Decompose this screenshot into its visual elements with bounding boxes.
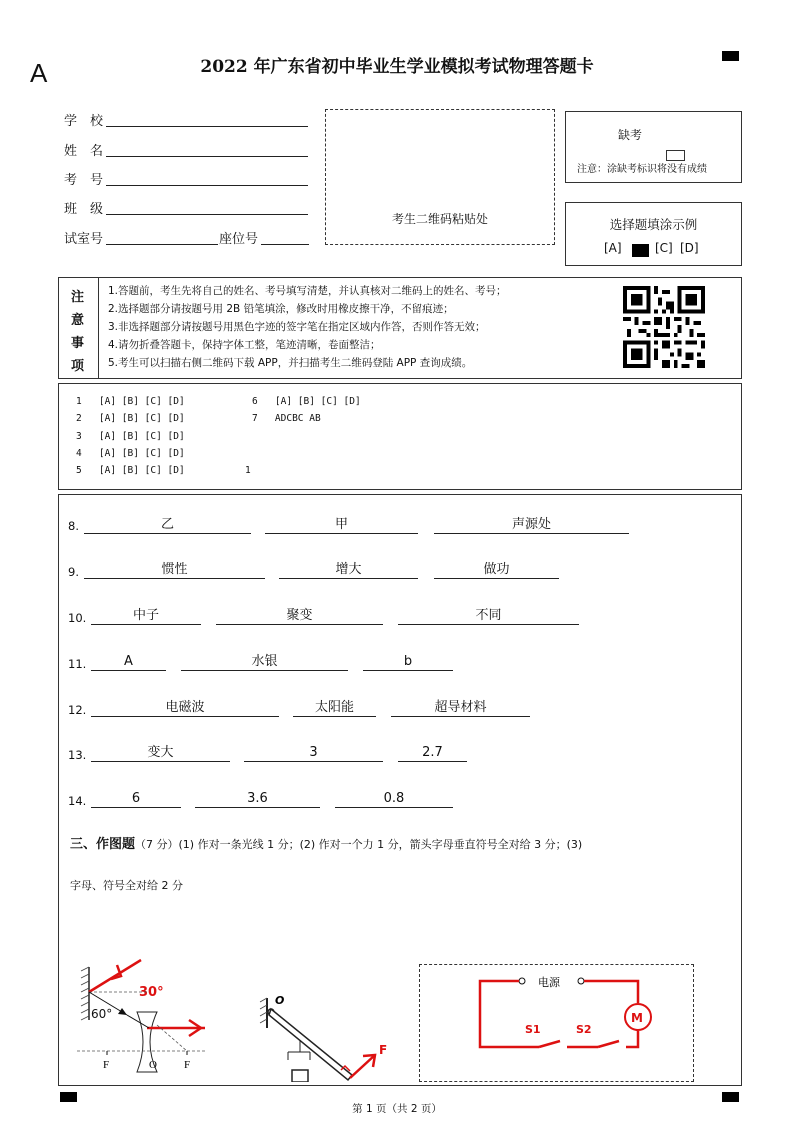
angle-60-label: 60° [91,1007,113,1021]
section3-heading: 三、作图题 [70,837,136,852]
answer-blank[interactable]: 太阳能 [293,700,376,717]
fill-example-title: 选择题填涂示例 [609,217,698,232]
angle-30-label: 30° [139,985,164,1000]
notice-item: 3.非选择题部分请按题号用黑色字迹的签字笔在指定区域内作答，否则作答无效； [108,321,486,333]
school-field[interactable]: 学 校 [64,110,103,129]
lever-diagram[interactable] [255,990,395,1082]
answer-blank[interactable]: 超导材料 [391,700,530,717]
origin-label: O [149,1059,157,1071]
force-label: F [379,1043,388,1057]
answer-blank[interactable]: 聚变 [216,608,383,625]
optics-diagram[interactable] [77,955,237,1080]
answer-blank[interactable]: 6 [91,791,181,808]
exam-number-field[interactable]: 考 号 [64,169,103,188]
switch-s2-label: S2 [576,1023,592,1036]
mc-extra: 1 [245,465,251,476]
circuit-panel[interactable] [419,964,694,1082]
lever-pivot-label: O [275,994,285,1007]
qr-code-icon[interactable] [623,286,705,368]
notice-item: 4.请勿折叠答题卡，保持字体工整，笔迹清晰，卷面整洁； [108,339,381,351]
section3-scoring-cont: 字母、符号全对给 2 分 [70,879,183,892]
answer-blank[interactable]: 惯性 [84,562,265,579]
circuit-diagram [420,965,693,1077]
notice-item: 5.考生可以扫描右侧二维码下载 APP，并扫描考生二维码登陆 APP 查询成绩。 [108,357,473,369]
mc-row[interactable]: 6 [A] [B] [C] [D] [252,396,361,407]
answer-blank[interactable]: 0.8 [335,791,453,808]
notice-list [108,282,628,372]
filled-option-example [632,244,649,257]
answer-blank[interactable]: 不同 [398,608,579,625]
option-a-example: [A] [604,241,622,255]
focus-right-label: F [184,1059,191,1071]
answer-blank[interactable]: 3 [244,745,383,762]
section3-heading-line [70,833,582,852]
option-d-example: [D] [680,241,699,255]
mc-row[interactable]: 5 [A] [B] [C] [D] [76,465,185,476]
switch-s1-label: S1 [525,1023,541,1036]
absent-box [565,111,742,183]
mc-row[interactable]: 1 [A] [B] [C] [D] [76,396,185,407]
power-source-label: 电源 [538,976,560,989]
notice-box [58,277,742,379]
page-title: 2022 年广东省初中毕业生学业模拟考试物理答题卡 [200,57,594,77]
version-letter: A [30,58,48,88]
focus-left-label: F [103,1059,110,1071]
fill-example-box [565,202,742,266]
answer-area: 8. 乙 甲 声源处 9. 惯性 增大 做功 10. 中子 聚变 不同 11. A 水银 b 12. 电磁波 太阳能 超导材料 13. 变大 3 2.7 14. 6 3.6 0.8 三、作图题（7 分）(1) 作对一条光线 1 分；(2) 作对一个力 1 分，箭头字母垂直符号全对给 3 分；(3) 字母、符号全对给 2 分 30° 60° F O F O F 电源 M S1 S2 [58,494,742,1086]
answer-blank[interactable]: 中子 [91,608,201,625]
answer-blank[interactable]: 甲 [265,517,418,534]
mc-row[interactable]: 3 [A] [B] [C] [D] [76,431,185,442]
notice-heading: 注 意 事 项 [59,278,99,378]
class-field[interactable]: 班 级 [64,198,103,217]
answer-blank[interactable]: 水银 [181,654,348,671]
answer-blank[interactable]: 变大 [91,745,230,762]
answer-blank[interactable]: 乙 [84,517,251,534]
answer-blank[interactable]: 做功 [434,562,559,579]
mc-row[interactable]: 2 [A] [B] [C] [D] [76,413,185,424]
answer-blank[interactable]: 声源处 [434,517,629,534]
answer-blank[interactable]: 2.7 [398,745,467,762]
answer-blank[interactable]: 增大 [279,562,418,579]
mc-row[interactable]: 7 ADCBC AB [252,413,321,424]
name-field[interactable]: 姓 名 [64,140,103,159]
absent-note: 注意：涂缺考标识将没有成绩 [577,164,707,175]
option-c-example: [C] [655,241,673,255]
qr-paste-area[interactable]: 考生二维码粘贴处 [325,109,555,245]
absent-label: 缺考 [618,128,643,142]
page-number: 第 1 页（共 2 页） [352,1103,442,1113]
section3-scoring: （7 分）(1) 作对一条光线 1 分；(2) 作对一个力 1 分，箭头字母垂直符号全对给 3 分；(3) [135,838,583,851]
answer-blank[interactable]: 电磁波 [91,700,279,717]
multiple-choice-box [58,383,742,490]
motor-label: M [631,1011,643,1025]
seat-field[interactable]: 座位号 [219,228,258,247]
answer-blank[interactable]: A [91,654,166,671]
answer-blank[interactable]: b [363,654,453,671]
room-field[interactable]: 试室号 [64,228,103,247]
notice-item: 1.答题前，考生先将自己的姓名、考号填写清楚，并认真核对二维码上的姓名、考号； [108,285,507,297]
mc-row[interactable]: 4 [A] [B] [C] [D] [76,448,185,459]
notice-item: 2.选择题部分请按题号用 2B 铅笔填涂，修改时用橡皮擦干净，不留痕迹； [108,303,454,315]
answer-blank[interactable]: 3.6 [195,791,320,808]
